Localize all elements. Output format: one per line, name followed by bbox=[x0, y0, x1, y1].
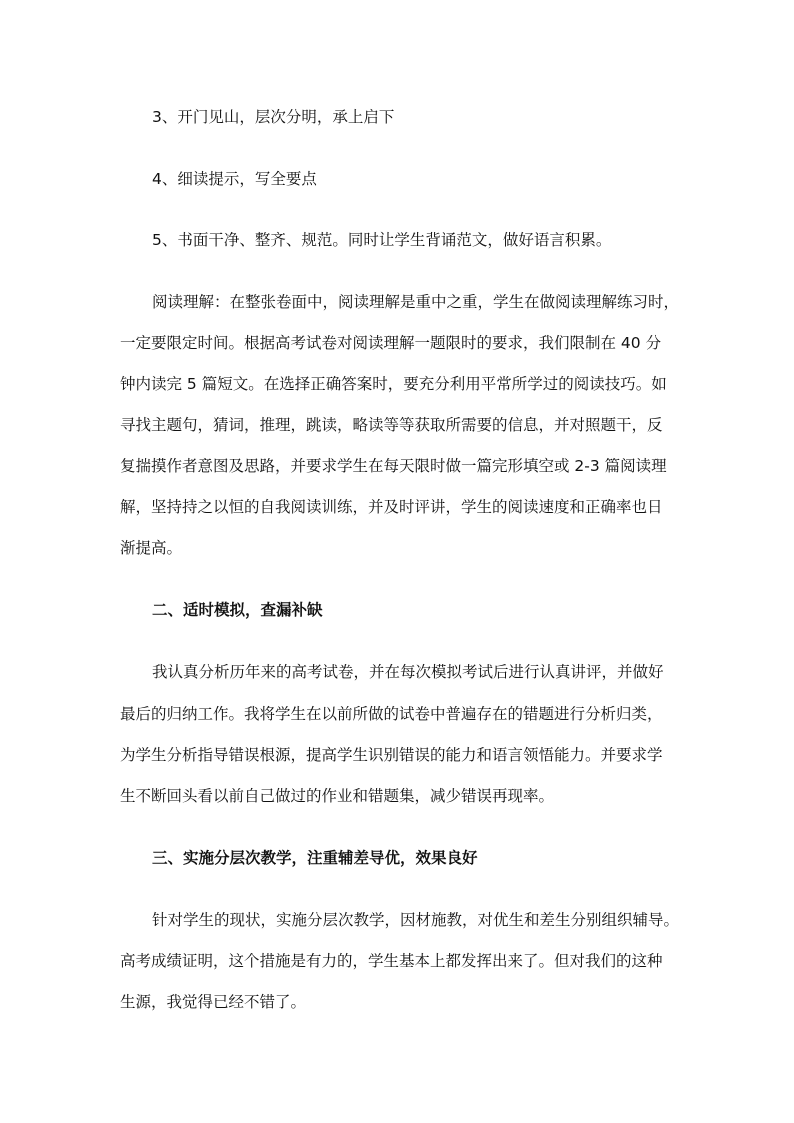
list-item-5: 5、书面干净、整齐、规范。同时让学生背诵范文，做好语言积累。 bbox=[152, 231, 612, 249]
reading-paragraph-line: 一定要限定时间。根据高考试卷对阅读理解一题限时的要求，我们限制在 40 分 bbox=[120, 334, 662, 352]
reading-paragraph-line: 寻找主题句，猜词，推理，跳读，略读等等获取所需要的信息，并对照题干，反 bbox=[120, 416, 663, 434]
reading-paragraph-line: 阅读理解：在整张卷面中，阅读理解是重中之重，学生在做阅读理解练习时， bbox=[152, 293, 680, 311]
paragraph-2-line: 为学生分析指导错误根源，提高学生识别错误的能力和语言领悟能力。并要求学 bbox=[120, 746, 663, 764]
paragraph-3-line: 高考成绩证明，这个措施是有力的，学生基本上都发挥出来了。但对我们的这种 bbox=[120, 952, 663, 970]
paragraph-2-line: 最后的归纳工作。我将学生在以前所做的试卷中普遍存在的错题进行分析归类， bbox=[120, 705, 663, 723]
section-heading-2: 二、适时模拟，查漏补缺 bbox=[152, 601, 323, 619]
reading-paragraph-line: 复揣摸作者意图及思路，并要求学生在每天限时做一篇完形填空或 2-3 篇阅读理 bbox=[120, 457, 667, 475]
reading-paragraph-line: 钟内读完 5 篇短文。在选择正确答案时，要充分利用平常所学过的阅读技巧。如 bbox=[120, 375, 667, 393]
reading-paragraph-line: 渐提高。 bbox=[120, 539, 183, 557]
list-item-4: 4、细读提示，写全要点 bbox=[152, 170, 317, 188]
paragraph-3-line: 针对学生的现状，实施分层次教学，因材施教，对优生和差生分别组织辅导。 bbox=[152, 911, 680, 929]
reading-paragraph-line: 解，坚持持之以恒的自我阅读训练，并及时评讲，学生的阅读速度和正确率也日 bbox=[120, 498, 663, 516]
paragraph-2-line: 我认真分析历年来的高考试卷，并在每次模拟考试后进行认真讲评，并做好 bbox=[152, 663, 664, 681]
paragraph-3-line: 生源，我觉得已经不错了。 bbox=[120, 993, 307, 1011]
paragraph-2-line: 生不断回头看以前自己做过的作业和错题集，减少错误再现率。 bbox=[120, 787, 555, 805]
list-item-3: 3、开门见山，层次分明，承上启下 bbox=[152, 108, 395, 126]
section-heading-3: 三、实施分层次教学，注重辅差导优，效果良好 bbox=[152, 849, 478, 867]
